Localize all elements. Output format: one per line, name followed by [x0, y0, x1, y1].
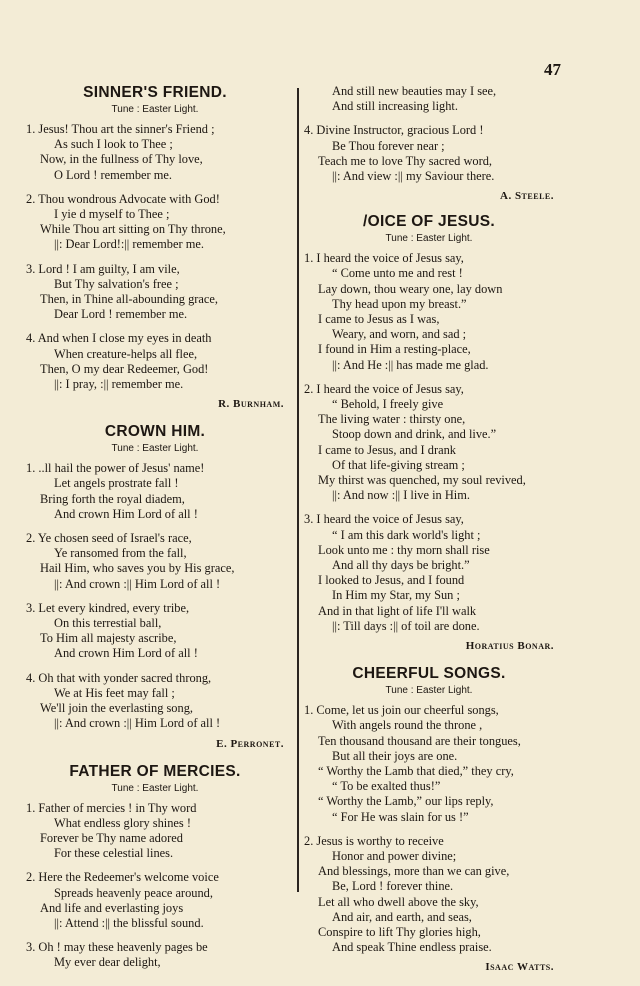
verse-line: ||: And crown :|| Him Lord of all ! — [54, 576, 221, 591]
verse-line: ||: And crown :|| Him Lord of all ! — [54, 716, 221, 731]
hymn — [26, 423, 284, 750]
verse-line: 1. ..ll hail the power of Jesus' name! — [26, 461, 205, 476]
verse-line: Let all who dwell above the sky, — [318, 894, 479, 909]
verse-line: 4. Divine Instructor, gracious Lord ! — [304, 123, 484, 138]
verse-line: The living water : thirsty one, — [318, 412, 466, 427]
verse-line: And air, and earth, and seas, — [332, 909, 472, 924]
verse-line: Lay down, thou weary one, lay down — [318, 281, 503, 296]
verse-line: ||: Attend :|| the blissful sound. — [54, 915, 204, 930]
stanza — [26, 870, 284, 931]
stanza — [26, 262, 284, 323]
verse-line: Ye ransomed from the fall, — [54, 546, 187, 561]
verse-line: Weary, and worn, and sad ; — [332, 327, 467, 342]
stanza — [304, 382, 554, 504]
stanza — [304, 834, 554, 956]
verse-line: 4. And when I close my eyes in death — [26, 331, 212, 346]
verse-line: And crown Him Lord of all ! — [54, 646, 198, 661]
hymn-tune: Tune : Easter Light. — [385, 233, 473, 245]
verse-line: 3. I heard the voice of Jesus say, — [304, 512, 464, 527]
verse-line: “ Come unto me and rest ! — [332, 266, 463, 281]
right-column — [304, 84, 554, 986]
verse-line: Honor and power divine; — [332, 848, 457, 863]
verse-line: When creature-helps all flee, — [54, 346, 198, 361]
column-divider — [297, 88, 299, 892]
verse-line: Be Thou forever near ; — [332, 138, 445, 153]
hymn-title: CROWN HIM. — [104, 423, 206, 441]
verse-line: “ Behold, I freely give — [332, 397, 444, 412]
verse-line: And in that light of life I'll walk — [318, 603, 477, 618]
stanza — [26, 601, 284, 662]
verse-line: “ Worthy the Lamb,” our lips reply, — [318, 794, 494, 809]
verse-line: As such I look to Thee ; — [54, 137, 173, 152]
hymn — [304, 213, 554, 653]
verse-line: And all thy days be bright.” — [332, 558, 470, 573]
verse-line: 4. Oh that with yonder sacred throng, — [26, 670, 212, 685]
verse-line: 2. Here the Redeemer's welcome voice — [26, 870, 219, 885]
continued-hymn — [304, 84, 554, 203]
verse-line: 2. Jesus is worthy to receive — [304, 833, 444, 848]
hymn-author: Horatius Bonar. — [465, 640, 554, 653]
verse-line: And crown Him Lord of all ! — [54, 506, 198, 521]
verse-line: Teach me to love Thy sacred word, — [318, 153, 493, 168]
verse-line: Then, in Thine all-abounding grace, — [40, 292, 219, 307]
verse-line: And blessings, more than we can give, — [318, 864, 510, 879]
verse-line: ||: And view :|| my Saviour there. — [332, 169, 495, 184]
verse-line: My thirst was quenched, my soul revived, — [318, 473, 526, 488]
verse-line: And still new beauties may I see, — [332, 84, 497, 98]
verse-line: For these celestial lines. — [54, 846, 174, 861]
verse-line: ||: I pray, :|| remember me. — [54, 377, 184, 392]
verse-line: Now, in the fullness of Thy love, — [40, 152, 203, 167]
verse-line: Of that life-giving stream ; — [332, 457, 465, 472]
stanza — [26, 531, 284, 592]
hymn-tune: Tune : Easter Light. — [385, 685, 473, 697]
hymn-author: A. Steele. — [500, 190, 554, 203]
verse-line: And speak Thine endless praise. — [332, 940, 492, 955]
stanza — [26, 192, 284, 253]
hymn — [304, 665, 554, 974]
verse-line: Spreads heavenly peace around, — [54, 885, 213, 900]
stanza — [26, 331, 284, 392]
verse-line: “ For He was slain for us !” — [332, 809, 469, 824]
verse-line: To Him all majesty ascribe, — [40, 631, 177, 646]
verse-line: Let angels prostrate fall ! — [54, 476, 179, 491]
verse-line: Be, Lord ! forever thine. — [332, 879, 454, 894]
page-number: 47 — [544, 60, 561, 79]
verse-line: And still increasing light. — [332, 99, 458, 114]
hymn-tune: Tune : Easter Light. — [111, 104, 199, 115]
verse-line: 1. Come, let us join our cheerful songs, — [304, 703, 499, 718]
verse-line: In Him my Star, my Sun ; — [332, 588, 460, 603]
hymn-tune: Tune : Easter Light. — [111, 443, 199, 455]
verse-line: Bring forth the royal diadem, — [40, 491, 185, 506]
verse-line: Conspire to lift Thy glories high, — [318, 924, 481, 939]
hymn-author: R. Burnham. — [218, 398, 284, 411]
hymn-author: E. Perronet. — [216, 737, 284, 750]
stanza — [26, 801, 284, 862]
verse-line: ||: Till days :|| of toil are done. — [332, 618, 480, 633]
verse-line: O Lord ! remember me. — [54, 167, 173, 182]
verse-line: Stoop down and drink, and live.” — [332, 427, 497, 442]
verse-line: On this terrestial ball, — [54, 616, 162, 631]
hymn-title: /OICE OF JESUS. — [363, 213, 495, 231]
verse-line: We at His feet may fall ; — [54, 685, 175, 700]
verse-line: We'll join the everlasting song, — [40, 701, 193, 716]
verse-line: 3. Let every kindred, every tribe, — [26, 600, 190, 615]
verse-line: Thy head upon my breast.” — [332, 296, 467, 311]
verse-line: What endless glory shines ! — [54, 815, 191, 830]
stanza — [304, 512, 554, 634]
stanza — [304, 84, 554, 114]
verse-line: I looked to Jesus, and I found — [318, 573, 465, 588]
verse-line: 2. Ye chosen seed of Israel's race, — [26, 531, 192, 546]
verse-line: ||: Dear Lord!:|| remember me. — [54, 237, 204, 252]
hymn-title: CHEERFUL SONGS. — [352, 665, 506, 683]
verse-line: “ To be exalted thus!” — [332, 779, 441, 794]
stanza — [26, 671, 284, 732]
verse-line: 3. Oh ! may these heavenly pages be — [26, 940, 208, 955]
hymn-title: FATHER OF MERCIES. — [69, 762, 241, 780]
verse-line: While Thou art sitting on Thy throne, — [40, 222, 226, 237]
stanza — [304, 123, 554, 184]
verse-line: But all their joys are one. — [332, 748, 458, 763]
verse-line: “ I am this dark world's light ; — [332, 527, 481, 542]
verse-line: Hail Him, who saves you by His grace, — [40, 561, 235, 576]
verse-line: Then, O my dear Redeemer, God! — [40, 361, 209, 376]
stanza — [26, 461, 284, 522]
stanza — [26, 122, 284, 183]
verse-line: I found in Him a resting-place, — [318, 342, 471, 357]
verse-line: 3. Lord ! I am guilty, I am vile, — [26, 261, 180, 276]
verse-line: Forever be Thy name adored — [40, 830, 183, 845]
verse-line: I came to Jesus, and I drank — [318, 442, 456, 457]
left-column — [26, 84, 284, 983]
verse-line: 1. I heard the voice of Jesus say, — [304, 251, 464, 266]
stanza — [304, 703, 554, 825]
verse-line: Look unto me : thy morn shall rise — [318, 542, 490, 557]
verse-line: And life and everlasting joys — [40, 900, 184, 915]
verse-line: But Thy salvation's free ; — [54, 276, 179, 291]
verse-line: My ever dear delight, — [54, 955, 161, 970]
verse-line: Dear Lord ! remember me. — [54, 307, 188, 322]
verse-line: 1. Father of mercies ! in Thy word — [26, 800, 197, 815]
verse-line: I came to Jesus as I was, — [318, 312, 440, 327]
verse-line: Ten thousand thousand are their tongues, — [318, 733, 521, 748]
hymn-tune: Tune : Easter Light. — [111, 782, 199, 794]
verse-line: With angels round the throne , — [332, 718, 483, 733]
hymn-author: Isaac Watts. — [485, 961, 554, 974]
verse-line: ||: And now :|| I live in Him. — [332, 488, 470, 503]
hymn — [26, 763, 284, 971]
verse-line: 2. Thou wondrous Advocate with God! — [26, 191, 220, 206]
hymn — [26, 84, 284, 411]
verse-line: 1. Jesus! Thou art the sinner's Friend ; — [26, 122, 215, 136]
verse-line: “ Worthy the Lamb that died,” they cry, — [318, 763, 514, 778]
stanza — [304, 251, 554, 373]
verse-line: ||: And He :|| has made me glad. — [332, 357, 489, 372]
verse-line: I yie d myself to Thee ; — [54, 207, 170, 222]
hymn-title: SINNER'S FRIEND. — [83, 84, 227, 101]
verse-line: 2. I heard the voice of Jesus say, — [304, 381, 464, 396]
